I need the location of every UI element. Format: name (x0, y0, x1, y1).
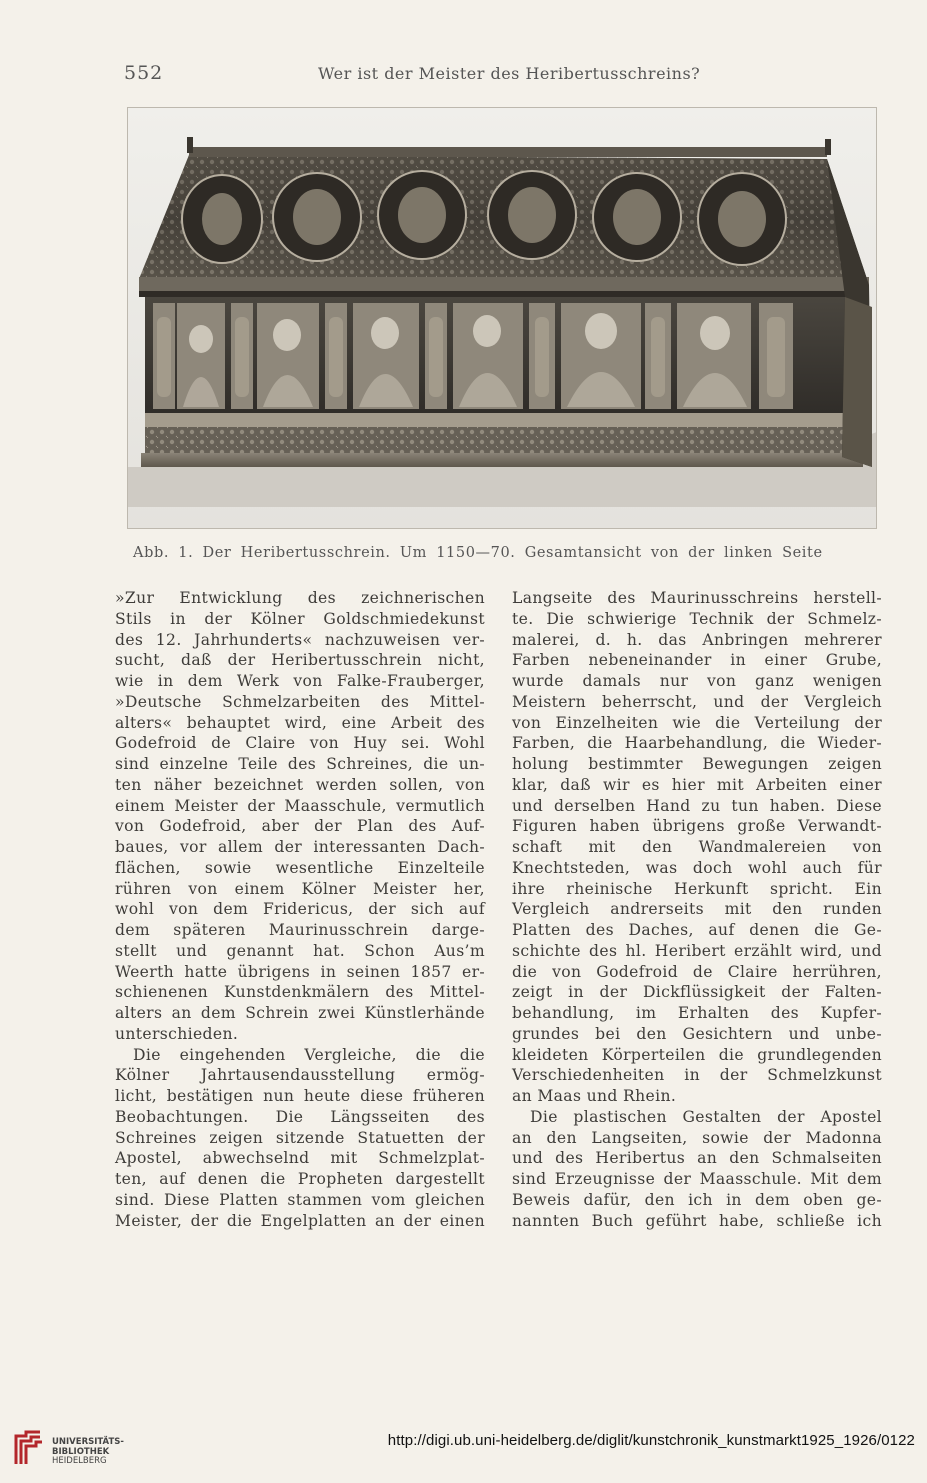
text-line: rühren von einem Kölner Meister her, (115, 879, 485, 898)
text-line: stellt und genannt hat. Schon Aus’m (115, 941, 485, 960)
logo-line-2: BIBLIOTHEK (52, 1446, 110, 1457)
text-line: wohl von dem Fridericus, der sich auf (115, 900, 485, 919)
text-line: dem späteren Maurinusschrein darge- (115, 921, 485, 939)
text-line: Knechtsteden, was doch wohl auch für (512, 858, 882, 877)
text-line: Farben nebeneinander in einer Grube, (512, 651, 882, 670)
text-line: an den Langseiten, sowie der Madonna (512, 1128, 882, 1147)
text-line: malerei, d. h. das Anbringen mehrerer (512, 630, 882, 649)
text-line: Vergleich andrerseits mit den runden (512, 900, 882, 919)
text-line: ten, auf denen die Propheten dargestellt (115, 1170, 485, 1188)
page-header (0, 62, 927, 92)
text-line: nannten Buch geführt habe, schließe ich (512, 1211, 882, 1230)
text-line: an Maas und Rhein. (512, 1087, 677, 1105)
text-line: von Einzelheiten wie die Verteilung der (512, 713, 882, 732)
logo-line-1: UNIVERSITÄTS- (52, 1437, 124, 1447)
text-line: »Deutsche Schmelzarbeiten des Mittel- (115, 692, 485, 711)
text-line: sind einzelne Teile des Schreines, die un- (115, 755, 485, 773)
text-line: Stils in der Kölner Goldschmiedekunst (115, 609, 485, 628)
text-line: des 12. Jahrhunderts« nachzuweisen ver- (115, 630, 485, 649)
text-line: licht, bestätigen nun heute diese früheren (115, 1087, 485, 1105)
text-line: te. Die schwierige Technik der Schmelz- (512, 609, 882, 628)
library-logo-icon (12, 1428, 46, 1468)
text-line: ihre rheinische Herkunft spricht. Ein (512, 879, 882, 898)
text-line: »Zur Entwicklung des zeichnerischen (115, 589, 485, 607)
text-line: schienenen Kunstdenkmälern des Mittel- (115, 983, 485, 1002)
text-line: Apostel, abwechselnd mit Schmelzplat- (115, 1149, 485, 1168)
text-line: Schreines zeigen sitzende Statuetten der (115, 1128, 485, 1147)
text-line: sucht, daß der Heribertusschrein nicht, (115, 651, 485, 670)
text-line: klar, daß wir es hier mit Arbeiten einer (512, 775, 882, 794)
text-line: Platten des Daches, auf denen die Ge- (512, 921, 882, 939)
text-line: Kölner Jahrtausendausstellung ermög- (115, 1066, 485, 1085)
source-url-link[interactable]: http://digi.ub.uni-heidelberg.de/diglit/kunstchronik_kunstmarkt1925_1926/0122 (387, 1432, 915, 1449)
text-line: alters an dem Schrein zwei Künstlerhände (115, 1004, 485, 1022)
text-line: Die eingehenden Vergleiche, die die (133, 1045, 485, 1064)
text-line: kleideten Körperteilen die grundlegenden (512, 1045, 882, 1064)
text-line: grundes bei den Gesichtern und unbe- (512, 1024, 882, 1043)
text-line: baues, vor allem der interessanten Dach- (115, 838, 485, 856)
digitization-footer (0, 1420, 927, 1483)
text-line: Meistern beherrscht, und der Vergleich (512, 692, 882, 711)
text-line: unterschieden. (115, 1024, 239, 1043)
text-line: Farben, die Haarbehandlung, die Wieder- (512, 734, 882, 753)
text-line: Verschiedenheiten in der Schmelzkunst (512, 1066, 882, 1085)
text-line: behandlung, im Erhalten des Kupfer- (512, 1004, 882, 1022)
shrine-photograph (127, 107, 877, 529)
text-line: Weerth hatte übrigens in seinen 1857 er- (115, 962, 485, 981)
text-line: Beobachtungen. Die Längsseiten des (115, 1107, 485, 1126)
text-line: Godefroid de Claire von Huy sei. Wohl (115, 734, 485, 753)
page-number: 552 (124, 62, 164, 84)
text-line: flächen, sowie wesentliche Einzelteile (115, 858, 485, 877)
text-line: die von Godefroid de Claire herrühren, (512, 962, 882, 981)
text-line: einem Meister der Maasschule, vermutlich (115, 796, 485, 815)
text-line: und derselben Hand zu tun haben. Diese (512, 796, 882, 815)
text-line: alters« behauptet wird, eine Arbeit des (115, 713, 485, 732)
text-line: wurde damals nur von ganz wenigen (512, 672, 882, 690)
text-line: ten näher bezeichnet werden sollen, von (115, 775, 485, 794)
text-line: von Godefroid, aber der Plan des Auf- (115, 817, 485, 836)
text-line: Langseite des Maurinusschreins herstell- (512, 589, 882, 607)
text-line: schaft mit den Wandmalereien von (512, 838, 882, 856)
text-column-right (512, 588, 882, 1231)
library-logo-text (52, 1438, 124, 1467)
running-title: Wer ist der Meister des Heribertusschreins? (318, 64, 701, 83)
text-line: zeigt in der Dickflüssigkeit der Falten- (512, 983, 882, 1002)
text-line: Beweis dafür, den ich in dem oben ge- (512, 1190, 882, 1209)
text-line: holung bestimmter Bewegungen zeigen (512, 755, 882, 773)
shrine-image (127, 107, 877, 529)
text-line: Figuren haben übrigens große Verwandt- (512, 817, 882, 836)
logo-line-3: HEIDELBERG (52, 1456, 107, 1466)
text-line: Meister, der die Engelplatten an der einen (115, 1211, 485, 1230)
text-line: schichte des hl. Heribert erzählt wird, und (512, 941, 882, 960)
text-column-left (115, 588, 485, 1231)
text-line: sind Erzeugnisse der Maasschule. Mit dem (512, 1170, 882, 1188)
library-logo (12, 1428, 122, 1472)
text-line: Die plastischen Gestalten der Apostel (530, 1107, 882, 1126)
text-line: wie in dem Werk von Falke-Frauberger, (115, 672, 485, 690)
figure-caption: Abb. 1. Der Heribertusschrein. Um 1150—70. Gesamtansicht von der linken Seite (133, 545, 823, 561)
text-line: sind. Diese Platten stammen vom gleichen (115, 1190, 485, 1209)
text-line: und des Heribertus an den Schmalseiten (512, 1149, 882, 1168)
